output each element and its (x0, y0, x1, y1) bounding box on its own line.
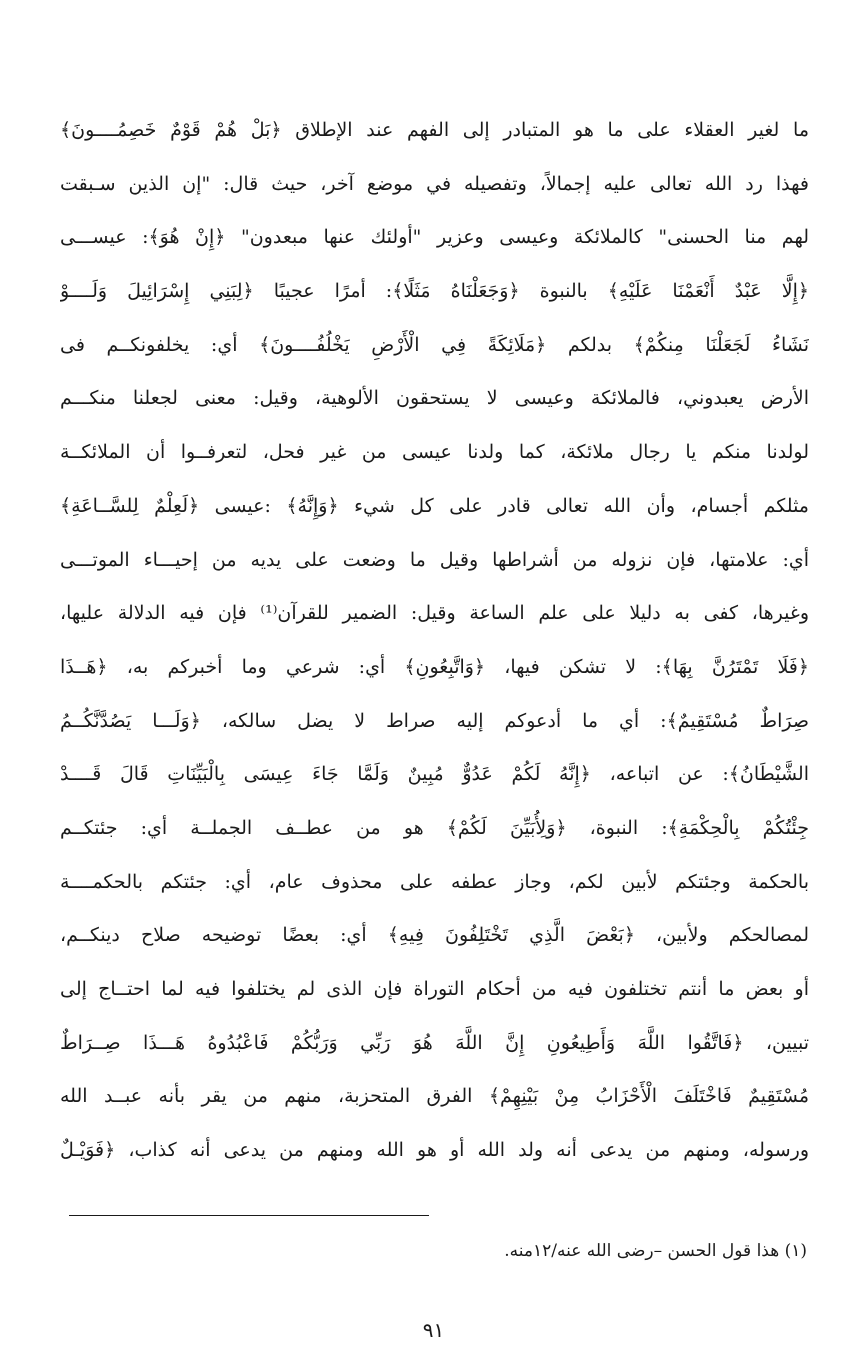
text-line: ﴿فَلَا تَمْتَرُنَّ بِهَا﴾: لا تشكن فيها، ﴿وَاتَّبِعُونِ﴾ أي: شرعي وما أخبركم به، ﴿هَــذَا (60, 655, 809, 678)
text-line: مُسْتَقِيمٌ فَاخْتَلَفَ الْأَحْزَابُ مِنْ بَيْنِهِمْ﴾ الفرق المتحزبة، منهم من يقر بأنه عبــد الله (60, 1085, 809, 1108)
page-number: ٩١ (422, 1318, 445, 1342)
text-line: لمصالحكم ولأبين، ﴿بَعْضَ الَّذِي تَخْتَلِفُونَ فِيهِ﴾ أي: بعضًا توضيحه صلاح دينكــم، (60, 924, 809, 947)
text-line: الأرض يعبدوني، فالملائكة وعيسى لا يستحقون الألوهية، وقيل: معنى لجعلنا منكـــم (60, 387, 809, 410)
body-text (60, 104, 809, 1178)
text-line: فهذا رد الله تعالى عليه إجمالاً، وتفصيله في موضع آخر، حيث قال: "إن الذين سـبقت (60, 172, 809, 195)
text-line: وغيرها، كفى به دليلا على علم الساعة وقيل: الضمير للقرآن⁽¹⁾ فإن فيه الدلالة عليها، (60, 602, 809, 625)
text-line: ورسوله، ومنهم من يدعى أنه ولد الله أو هو الله ومنهم من يدعى أنه كذاب، ﴿فَوَيْـلٌ (60, 1139, 809, 1162)
text-line: أو بعض ما أنتم تختلفون فيه من أحكام التوراة فإن الذى لم يختلفوا فيه لما احتــاج إلى (60, 978, 809, 1000)
footnote-divider (69, 1215, 429, 1216)
text-line: صِرَاطٌ مُسْتَقِيمٌ﴾: أي ما أدعوكم إليه صراط لا يضل سالكه، ﴿وَلَـــا يَصُدَّنَّكُــمُ (60, 709, 809, 732)
text-line: نَشَاءُ لَجَعَلْنَا مِنكُمْ﴾ بدلكم ﴿مَلَائِكَةً فِي الْأَرْضِ يَخْلُفُــــونَ﴾ أي: يخلفونكــم فى (60, 333, 809, 356)
text-line: جِئْتُكُمْ بِالْحِكْمَةِ﴾: النبوة، ﴿وَلِأُبَيِّنَ لَكُمْ﴾ هو من عطــف الجملــة أي: جئتكــم (60, 816, 809, 839)
text-line: لولدنا منكم يا رجال ملائكة، كما ولدنا عيسى من غير فحل، لتعرفــوا أن الملائكــة (60, 441, 809, 464)
text-line: بالحكمة وجئتكم لأبين لكم، وجاز عطفه على محذوف عام، أي: جئتكم بالحكمــــة (60, 870, 809, 893)
text-line: الشَّيْطَانُ﴾: عن اتباعه، ﴿إِنَّهُ لَكُمْ عَدُوٌّ مُبِينٌ وَلَمَّا جَاءَ عِيسَى بِالْبَيِّنَاتِ قَالَ قَــــدْ (60, 763, 809, 786)
text-line: أي: علامتها، فإن نزوله من أشراطها وقيل ما وضعت على يديه من إحيـــاء الموتـــى (60, 548, 809, 571)
footnote: (١) هذا قول الحسن –رضى الله عنه/١٢منه. (504, 1241, 807, 1261)
text-line: ﴿إِلَّا عَبْدٌ أَنْعَمْنَا عَلَيْهِ﴾ بالنبوة ﴿وَجَعَلْنَاهُ مَثَلًا﴾: أمرًا عجيبًا ﴿لِبَنِي إِسْرَائِيلَ وَلَــــوْ (60, 280, 809, 303)
text-line: لهم منا الحسنى" كالملائكة وعيسى وعزير "أولئك عنها مبعدون" ﴿إِنْ هُوَ﴾: عيســـى (60, 226, 809, 249)
text-line: مثلكم أجسام، وأن الله تعالى قادر على كل شيء ﴿وَإِنَّهُ﴾ :عيسى ﴿لَعِلْمٌ لِلسَّــاعَةِ﴾ (60, 494, 809, 517)
text-line: ما لغير العقلاء على ما هو المتبادر إلى الفهم عند الإطلاق ﴿بَلْ هُمْ قَوْمٌ خَصِمُــــونَ﴾ (60, 119, 809, 141)
text-line: تبيين، ﴿فَاتَّقُوا اللَّهَ وَأَطِيعُونِ إِنَّ اللَّهَ هُوَ رَبِّي وَرَبُّكُمْ فَاعْبُدُوهُ هَـــذَا صِــرَاطٌ (60, 1031, 809, 1054)
